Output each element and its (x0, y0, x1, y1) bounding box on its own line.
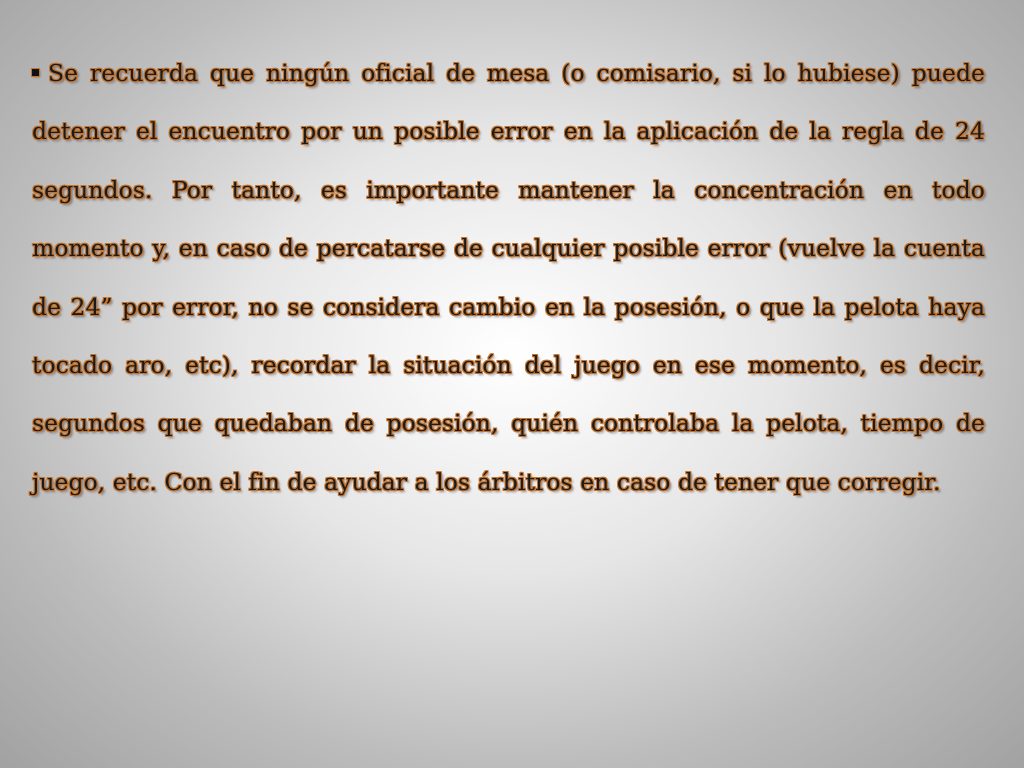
square-bullet-icon (32, 69, 39, 76)
bullet-paragraph (32, 44, 985, 511)
slide-content (32, 44, 985, 511)
paragraph-text: Se recuerda que ningún oficial de mesa (o comisario, si lo hubiese) puede detener el encuentro por un posible error en la aplicación de la regla de 24 segundos. Por tanto, es importante mantener la concentración en todo momento y, en caso de percatarse de cualquier posible error (vuelve la cuenta de 24” por error, no se considera cambio en la posesión, o que la pelota haya tocado aro, etc), recordar la situación del juego en ese momento, es decir, segundos que quedaban de posesión, quién controlaba la pelota, tiempo de juego, etc. Con el fin de ayudar a los árbitros en caso de tener que corregir. (32, 59, 985, 496)
